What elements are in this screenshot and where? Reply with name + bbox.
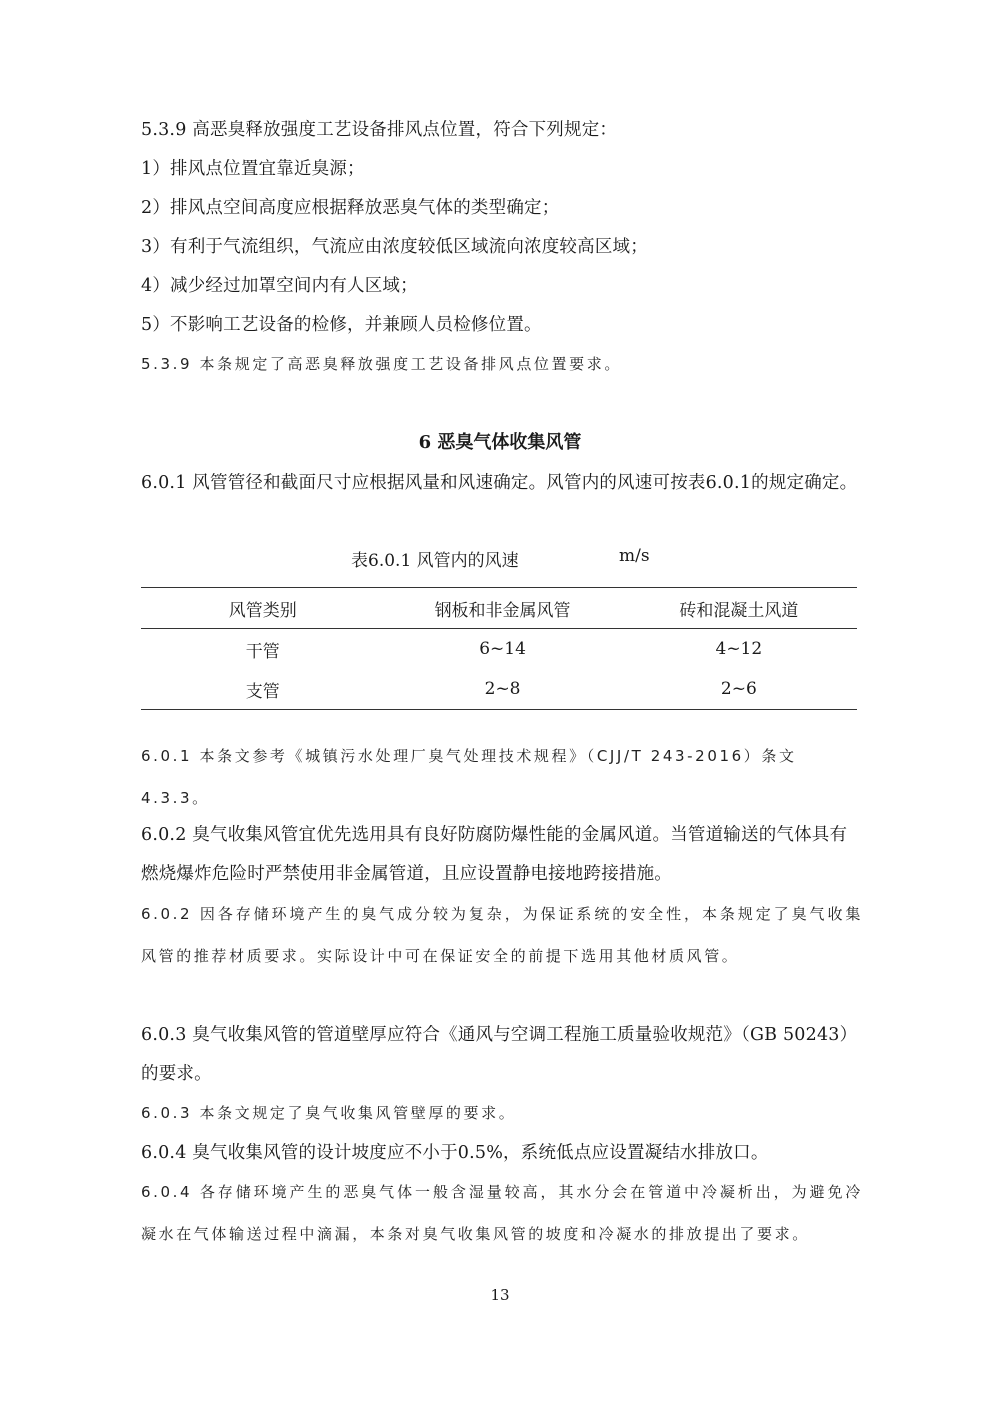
table-cell: 干管 bbox=[245, 641, 280, 662]
table-cell: 2~6 bbox=[621, 669, 857, 710]
air-velocity-table bbox=[141, 587, 857, 710]
clause-6-0-1-text: 6.0.1 风管管径和截面尺寸应根据风量和风速确定。风管内的风速可按表6.0.1的规定确定。 bbox=[141, 473, 858, 493]
clause-6-0-3-commentary: 6.0.3 本条文规定了臭气收集风管壁厚的要求。 bbox=[141, 1104, 517, 1122]
clause-5-3-9-item-1: 1）排风点位置宜靠近臭源； bbox=[141, 159, 365, 179]
clause-5-3-9-item-4: 4）减少经过加罩空间内有人区域； bbox=[141, 276, 418, 296]
clause-5-3-9-commentary: 5.3.9 本条规定了高恶臭释放强度工艺设备排风点位置要求。 bbox=[141, 355, 622, 373]
clause-5-3-9-intro: 5.3.9 高恶臭释放强度工艺设备排风点位置，符合下列规定： bbox=[141, 120, 618, 140]
clause-6-0-3-text: 6.0.3 臭气收集风管的管道壁厚应符合《通风与空调工程施工质量验收规范》（GB 50243）的要求。 bbox=[141, 1025, 858, 1084]
clause-6-0-1-commentary: 6.0.1 本条文参考《城镇污水处理厂臭气处理技术规程》（CJJ/T 243-2016）条文4.3.3。 bbox=[141, 747, 797, 807]
table-caption-unit: m/s bbox=[619, 546, 650, 566]
clause-5-3-9-item-2: 2）排风点空间高度应根据释放恶臭气体的类型确定； bbox=[141, 198, 560, 218]
table-row bbox=[141, 669, 857, 710]
table-cell: 6~14 bbox=[479, 639, 526, 659]
clause-6-0-2-commentary: 6.0.2 因各存储环境产生的臭气成分较为复杂，为保证系统的安全性，本条规定了臭气收集风管的推荐材质要求。实际设计中可在保证安全的前提下选用其他材质风管。 bbox=[141, 905, 863, 965]
table-cell: 支管 bbox=[141, 669, 384, 710]
page-number: 13 bbox=[490, 1286, 510, 1304]
table-cell: 4~12 bbox=[715, 639, 763, 659]
table-cell: 2~8 bbox=[384, 669, 620, 710]
table-header-cell: 钢板和非金属风管 bbox=[384, 588, 620, 629]
clause-5-3-9-item-3: 3）有利于气流组织，气流应由浓度较低区域流向浓度较高区域； bbox=[141, 237, 648, 257]
table-header-row bbox=[141, 588, 857, 629]
table-header-cell: 砖和混凝土风道 bbox=[621, 588, 857, 629]
section-heading: 6 恶臭气体收集风管 bbox=[418, 432, 582, 453]
clause-6-0-4-text: 6.0.4 臭气收集风管的设计坡度应不小于0.5%，系统低点应设置凝结水排放口。 bbox=[141, 1143, 769, 1163]
clause-6-0-2-text: 6.0.2 臭气收集风管宜优先选用具有良好防腐防爆性能的金属风道。当管道输送的气体具有燃烧爆炸危险时严禁使用非金属管道，且应设置静电接地跨接措施。 bbox=[141, 825, 848, 884]
table-row bbox=[141, 629, 857, 670]
clause-5-3-9-item-5: 5）不影响工艺设备的检修，并兼顾人员检修位置。 bbox=[141, 315, 542, 335]
table-caption-title: 表6.0.1 风管内的风速 bbox=[351, 551, 519, 571]
clause-6-0-4-commentary: 6.0.4 各存储环境产生的恶臭气体一般含湿量较高，其水分会在管道中冷凝析出，为避免冷凝水在气体输送过程中滴漏，本条对臭气收集风管的坡度和冷凝水的排放提出了要求。 bbox=[141, 1183, 863, 1243]
table-header-cell: 风管类别 bbox=[141, 588, 384, 629]
